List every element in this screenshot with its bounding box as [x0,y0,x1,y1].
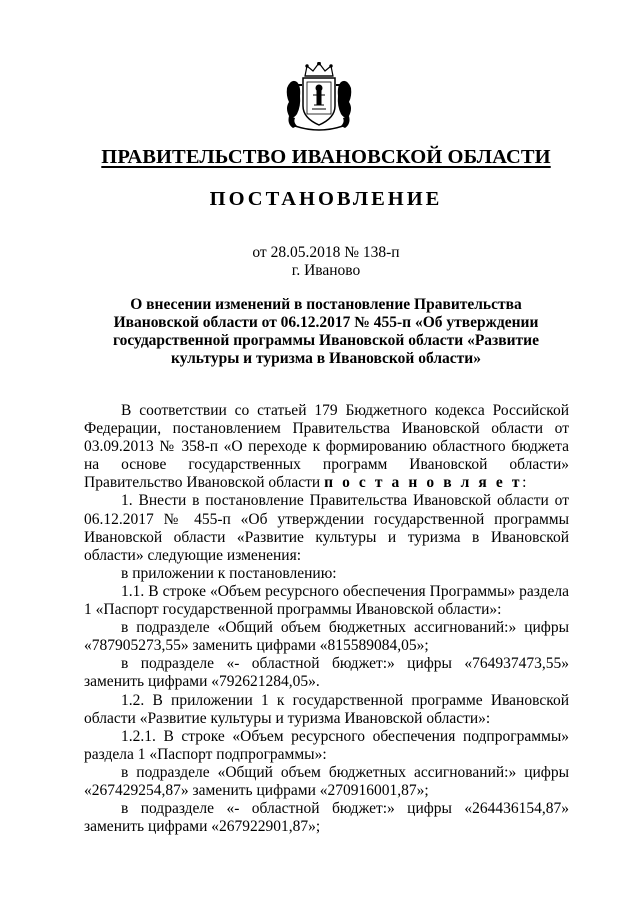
paragraph: 1.2. В приложении 1 к государственной программе Ивановской области «Развитие культуры и туризма Ивановской области»: [84,691,569,727]
paragraph: в приложении к постановлению: [121,564,337,582]
date-and-number: от 28.05.2018 № 138-п [252,244,400,261]
paragraph: в подразделе «- областной бюджет:» цифры «264436154,87» заменить цифрами «267922901,87»; [84,800,569,836]
paragraph: 1. Внести в постановление Правительства Ивановской области от 06.12.2017 № 455-п «Об утверждении государственной программы Ивановской области «Развитие культуры и туризма в Ивановской области» следующие изменения: [84,492,569,564]
intro-text: В соответствии со статьей 179 Бюджетного кодекса Российской Федерации, постановлением Правительства Ивановской области от 03.09.2013 № 358-п «О переходе к формированию областного бюджета на основе государственных программ Ивановской области» Правительство Ивановской области [84,402,569,492]
government-title: ПРАВИТЕЛЬСТВО ИВАНОВСКОЙ ОБЛАСТИ [101,146,551,168]
paragraph: в подразделе «- областной бюджет:» цифры «764937473,55» заменить цифрами «792621284,05». [84,655,569,691]
document-subject: О внесении изменений в постановление Правительства Ивановской области от 06.12.2017 № 455-п «Об утверждении государственной программы Ивановской области «Развитие культуры и туризма в Ивановской области» [112,296,539,367]
city: г. Иваново [291,262,361,279]
intro-paragraph [84,402,569,492]
decree-colon: : [522,474,527,492]
paragraph: в подразделе «Общий объем бюджетных ассигнований:» цифры «267429254,87» заменить цифрами «270916001,87»; [84,763,569,799]
document-type: ПОСТАНОВЛЕНИЕ [209,188,443,210]
paragraph: в подразделе «Общий объем бюджетных ассигнований:» цифры «787905273,55» заменить цифрами «815589084,05»; [84,619,569,655]
coat-of-arms-icon [283,62,355,132]
paragraph: 1.1. В строке «Объем ресурсного обеспечения Программы» раздела 1 «Паспорт государственной программы Ивановской области»: [84,582,569,619]
paragraph: 1.2.1. В строке «Объем ресурсного обеспечения подпрограммы» раздела 1 «Паспорт подпрограммы»: [84,727,569,763]
document-body [84,402,569,836]
decree-word: п о с т а н о в л я е т [324,474,523,492]
